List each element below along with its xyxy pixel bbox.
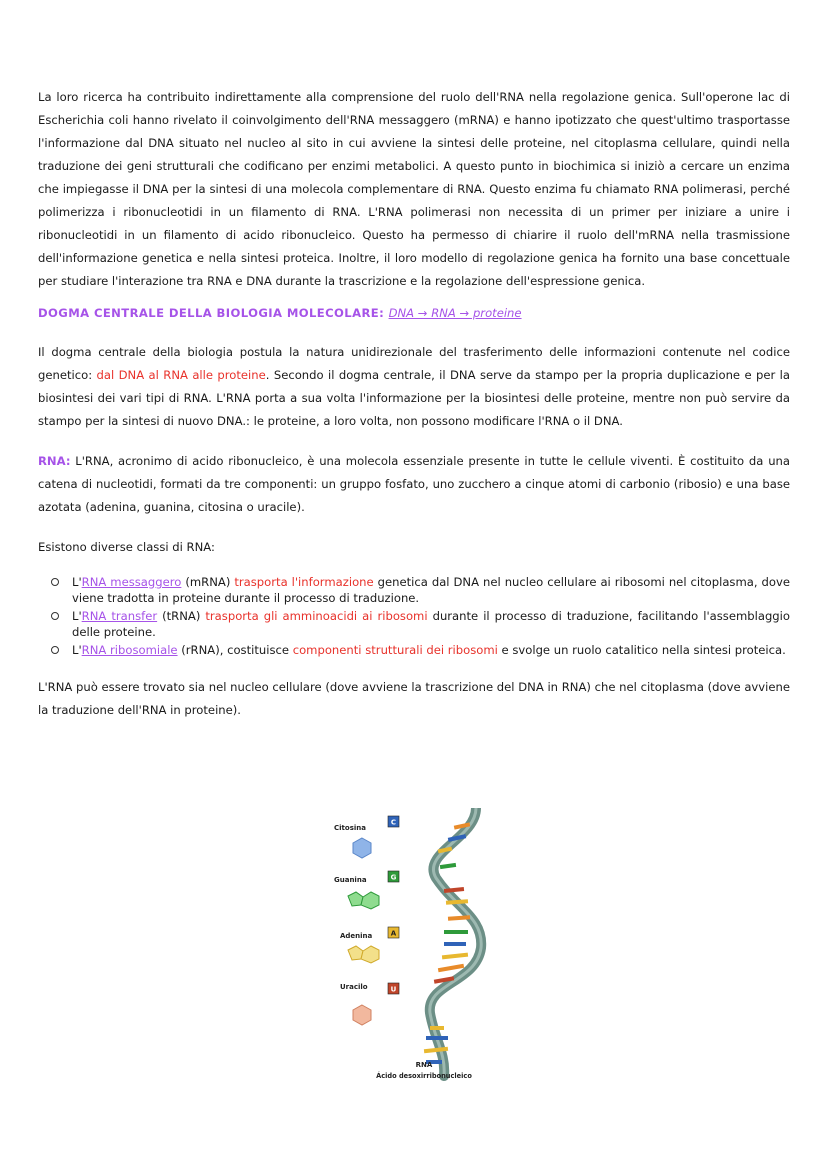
figure-caption-title: RNA bbox=[415, 1061, 433, 1069]
dogma-paragraph bbox=[38, 341, 790, 433]
section-heading bbox=[38, 303, 790, 323]
svg-text:G: G bbox=[390, 873, 397, 882]
heading-title: DOGMA CENTRALE DELLA BIOLOGIA MOLECOLARE: bbox=[38, 306, 385, 320]
bullet-icon bbox=[51, 646, 59, 654]
document-page bbox=[38, 86, 790, 722]
item-prefix: L' bbox=[72, 643, 82, 657]
svg-text:C: C bbox=[390, 818, 397, 827]
location-paragraph: L'RNA può essere trovato sia nel nucleo cellulare (dove avviene la trascrizione del DNA in RNA) che nel citoplasma (dove avviene la traduzione dell'RNA in proteine). bbox=[38, 680, 790, 717]
item-abbr: (rRNA), costituisce bbox=[177, 643, 293, 657]
dogma-text-before: Il dogma centrale della biologia postula la natura unidirezionale del trasferimento delle informazioni contenute nel codice genetico: bbox=[38, 345, 790, 382]
list-item-trna bbox=[38, 608, 790, 640]
base-label-citosina: Citosina bbox=[334, 824, 366, 832]
guanina-double-ring-icon bbox=[348, 892, 379, 909]
link-rna-transfer[interactable]: RNA transfer bbox=[81, 609, 158, 623]
rna-bases bbox=[424, 822, 470, 1064]
list-item-mrna bbox=[38, 574, 790, 606]
rna-paragraph bbox=[38, 450, 790, 519]
list-item-rrna bbox=[38, 642, 790, 658]
svg-text:U: U bbox=[390, 985, 397, 994]
figure-caption-sub: Ácido desoxirribonucleico bbox=[376, 1072, 472, 1080]
bullet-icon bbox=[51, 578, 59, 586]
item-prefix: L' bbox=[72, 575, 82, 589]
rna-diagram bbox=[326, 808, 496, 1088]
rna-text: L'RNA, acronimo di acido ribonucleico, è una molecola essenziale presente in tutte le cellule viventi. È costituito da una catena di nucleotidi, formati da tre componenti: un gruppo fosfato, uno zucchero a cinque atomi di carbonio (ribosio) e una base azotata (adenina, guanina, citosina o uracile). bbox=[38, 454, 790, 514]
rna-label: RNA: bbox=[38, 454, 71, 468]
svg-text:A: A bbox=[390, 929, 397, 938]
citosina-hexagon-icon bbox=[353, 838, 371, 858]
link-rna-messaggero[interactable]: RNA messaggero bbox=[81, 575, 182, 589]
bullet-icon bbox=[51, 612, 59, 620]
item-highlight: componenti strutturali dei ribosomi bbox=[292, 643, 498, 657]
classes-intro: Esistono diverse classi di RNA: bbox=[38, 540, 215, 554]
item-prefix: L' bbox=[72, 609, 82, 623]
base-label-adenina: Adenina bbox=[340, 932, 373, 940]
item-highlight: trasporta l'informazione bbox=[234, 575, 374, 589]
item-rest: genetica dal DNA nel nucleo cellulare ai ribosomi nel citoplasma, dove viene tradotta in proteine durante il processo di traduzione. bbox=[72, 575, 790, 605]
base-key-u bbox=[388, 983, 399, 994]
item-highlight: trasporta gli amminoacidi ai ribosomi bbox=[205, 609, 428, 623]
base-key-g bbox=[388, 871, 399, 882]
item-rest: durante il processo di traduzione, facilitando l'assemblaggio delle proteine. bbox=[72, 609, 790, 639]
item-abbr: (mRNA) bbox=[181, 575, 235, 589]
heading-flow-link[interactable]: DNA → RNA → proteine bbox=[388, 306, 522, 320]
intro-paragraph: La loro ricerca ha contribuito indirettamente alla comprensione del ruolo dell'RNA nella regolazione genica. Sull'operone lac di Escherichia coli hanno rivelato il coinvolgimento dell'RNA messaggero (mRNA) e hanno ipotizzato che quest'ultimo trasportasse l'informazione dal DNA situato nel nucleo al sito in cui avviene la sintesi delle proteine, nel citoplasma cellulare, quindi nella traduzione dei geni strutturali che codificano per enzimi metabolici. A questo punto in biochimica si iniziò a cercare un enzima che impiegasse il DNA per la sintesi di una molecola complementare di RNA. Questo enzima fu chiamato RNA polimerasi, perché polimerizza i ribonucleotidi in un filamento di RNA. L'RNA polimerasi non necessita di un primer per iniziare a unire i ribonucleotidi in un filamento di acido ribonucleico. Questo ha permesso di chiarire il ruolo dell'mRNA nella trasmissione dell'informazione genetica e nella sintesi proteica. Inoltre, il loro modello di regolazione genica ha fornito una base concettuale per studiare l'interazione tra RNA e DNA durante la trascrizione e la regolazione dell'espressione genica. bbox=[38, 90, 790, 288]
base-label-uracilo: Uracilo bbox=[340, 983, 368, 991]
base-label-guanina: Guanina bbox=[334, 876, 367, 884]
rna-classes-list bbox=[38, 574, 790, 658]
uracilo-hexagon-icon bbox=[353, 1005, 371, 1025]
item-rest: e svolge un ruolo catalitico nella sintesi proteica. bbox=[497, 643, 786, 657]
base-key-c bbox=[388, 816, 399, 827]
item-abbr: (tRNA) bbox=[157, 609, 206, 623]
rna-diagram-svg bbox=[326, 808, 496, 1088]
base-key-a bbox=[388, 927, 399, 938]
adenina-double-ring-icon bbox=[348, 946, 379, 963]
dogma-highlight: dal DNA al RNA alle proteine bbox=[96, 368, 266, 382]
link-rna-ribosomiale[interactable]: RNA ribosomiale bbox=[81, 643, 178, 657]
dogma-text-after: . Secondo il dogma centrale, il DNA serve da stampo per la propria duplicazione e per la biosintesi dei vari tipi di RNA. L'RNA porta a sua volta l'informazione per la biosintesi delle proteine, mentre non può servire da stampo per la sintesi di nuovo DNA.: le proteine, a loro volta, non possono modificare l'RNA o il DNA. bbox=[38, 368, 790, 428]
